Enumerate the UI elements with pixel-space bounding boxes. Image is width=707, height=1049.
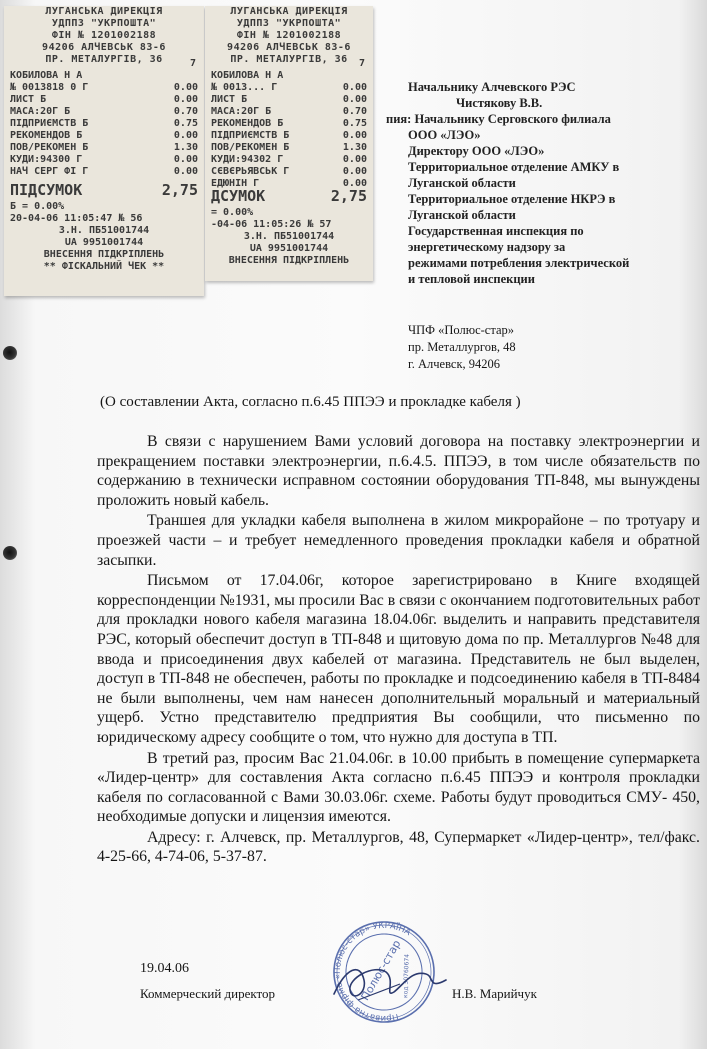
receipt-serial: З.Н. ПБ51001744 — [58, 225, 150, 236]
addressee-line: Территориальное отделение АМКУ в — [408, 160, 620, 174]
sender-line: пр. Металлургов, 48 — [408, 340, 516, 354]
receipt-item: КОБИЛОВА Н А — [211, 70, 284, 81]
handwritten-signature-icon — [330, 950, 450, 1010]
receipt-fiscal: ** ФІСКАЛЬНИЙ ЧЕК ** — [43, 261, 165, 272]
receipt-item: ПІДПРИЄМСТВ Б 0.75 — [10, 118, 198, 129]
receipt-footer — [211, 184, 367, 267]
receipt-items — [10, 70, 198, 178]
signer-name: Н.В. Марийчук — [452, 986, 537, 1001]
receipt-item: № 0013818 0 Г 0.00 — [10, 82, 198, 93]
receipt-tax: Б = 0.00% — [10, 201, 65, 212]
receipt-item: МАСА:20Г Б 0.70 — [211, 106, 367, 117]
addressee-line: пия: Начальнику Серговского филиала — [386, 112, 611, 126]
receipt-item: ЛИСТ Б 0.00 — [10, 94, 198, 105]
receipt-total: ПІДСУМОК 2,75 — [10, 181, 198, 199]
receipt-item: ЕДЮНІН Г 0.00 — [211, 178, 367, 189]
receipt-item: КУДИ:94302 Г 0.00 — [211, 154, 367, 165]
body-paragraph: Письмом от 17.04.06г, которое зарегистрировано в Книге входящей корреспонденции №1931, мы просили Вас в связи с окончанием подготовительных работ для прокладки нового кабеля магазина 18.04.06г. выделить и направить представителя РЭС, который обеспечит доступ в ТП-848 и щитовую дома по пр. Металлургов №48 для ввода и присоединения двух кабелей от магазина. Представитель не был выделен, доступ в ТП-848 не обеспечен, работы по прокладке и подсоединению кабеля в ТП-8484 не были выполнены, чем нам нанесен дополнительный моральный и материальный ущерб. Устно представителю предприятия Вы сообщили, что письменно по юридическому адресу сообщите о том, что нужно для доступа в ТП. — [97, 572, 700, 746]
sender-line: ЧПФ «Полюс-стар» — [408, 323, 515, 337]
receipt-datetime: 20-04-06 11:05:47 № 56 — [10, 213, 143, 224]
addressee-line: и тепловой инспекции — [408, 272, 535, 286]
receipt-ua: UA 9951001744 — [64, 237, 144, 248]
receipt-item: ЛИСТ Б 0.00 — [211, 94, 367, 105]
receipt-item: ПОВ/РЕКОМЕН Б 1.30 — [10, 142, 198, 153]
receipt-item: ПОВ/РЕКОМЕН Б 1.30 — [211, 142, 367, 153]
postal-receipt-right — [205, 6, 373, 281]
body-paragraph: В связи с нарушением Вами условий договора на поставку электроэнергии и прекращением поставки электроэнергии, п.6.4.5. ППЭЭ, в том числе обязательств по содержанию в технически исправном состоянии оборудования ТП-848, мы вынуждены проложить новый кабель. — [97, 433, 700, 509]
addressee-line: Чистякову В.В. — [456, 96, 543, 110]
addressee-block — [386, 79, 700, 287]
postal-receipt-left — [4, 6, 204, 296]
addressee-line: ООО «ЛЭО» — [408, 128, 481, 142]
signer-position: Коммерческий директор — [140, 986, 276, 1001]
receipt-serial: З.Н. ПБ51001744 — [243, 231, 335, 242]
addressee-line: Начальнику Алчевского РЭС — [408, 80, 576, 94]
body-paragraph: Траншея для укладки кабеля выполнена в жилом микрорайоне – по тротуару и проезжей части – и требует немедленного проведения прокладки кабеля и обратной засыпки. — [97, 512, 700, 569]
punch-hole — [3, 546, 17, 560]
receipt-tax: = 0.00% — [211, 207, 254, 218]
addressee-line: Луганской области — [408, 176, 516, 190]
receipt-header: ЛУГАНСЬКА ДИРЕКЦІЯ УДППЗ "УКРПОШТА" ФІН № 1201002188 94206 АЛЧЕВСЬК 83-6 ПР. МЕТАЛУРГІВ, 36 — [227, 6, 351, 65]
receipt-item: СЄВЄРЬЯВСЬК Г 0.00 — [211, 166, 367, 177]
receipt-confirm: ВНЕСЕННЯ ПІДКРІПЛЕНЬ — [43, 249, 165, 260]
receipt-footer — [10, 178, 198, 273]
receipt-total: ДСУМОК 2,75 — [211, 187, 367, 205]
receipt-header: ЛУГАНСЬКА ДИРЕКЦІЯ УДППЗ "УКРПОШТА" ФІН № 1201002188 94206 АЛЧЕВСЬК 83-6 ПР. МЕТАЛУРГІВ, 36 — [42, 6, 166, 65]
receipt-confirm: ВНЕСЕННЯ ПІДКРІПЛЕНЬ — [228, 255, 350, 266]
receipt-column-number: 7 — [189, 58, 196, 69]
receipt-item: № 0013... Г 0.00 — [211, 82, 367, 93]
receipt-ua: UA 9951001744 — [249, 243, 329, 254]
receipt-datetime: -04-06 11:05:26 № 57 — [211, 219, 332, 230]
receipt-item: ПІДПРИЄМСТВ Б 0.00 — [211, 130, 367, 141]
addressee-line: Директору ООО «ЛЭО» — [408, 144, 545, 158]
stamp-code-text: код 30760674 — [402, 953, 411, 999]
addressee-line: Луганской области — [408, 208, 516, 222]
sender-line: г. Алчевск, 94206 — [408, 357, 501, 371]
addressee-line: режимами потребления электрической — [408, 256, 630, 270]
receipt-item: РЕКОМЕНДОВ Б 0.75 — [211, 118, 367, 129]
stamp-center-text: Полюс-стар — [358, 937, 404, 1003]
addressee-line: Территориальное отделение НКРЭ в — [408, 192, 616, 206]
receipt-items — [211, 70, 367, 190]
addressee-line: Государственная инспекция по — [408, 224, 584, 238]
receipt-column-number: 7 — [358, 58, 365, 69]
receipt-item: КОБИЛОВА Н А — [10, 70, 83, 81]
receipt-item: КУДИ:94300 Г 0.00 — [10, 154, 198, 165]
punch-hole — [3, 346, 17, 360]
addressee-line: энергетическому надзору за — [408, 240, 566, 254]
letter-date: 19.04.06 — [140, 961, 189, 976]
stamp-ring-text: Приватна фірма «Полюс-стар» УКРАЇНА — [332, 920, 413, 1024]
letter-body — [97, 432, 700, 868]
body-paragraph: Адресу: г. Алчевск, пр. Металлургов, 48, Супермаркет «Лидер-центр», тел/факс. 4-25-66, 4-74-06, 5-37-87. — [97, 828, 700, 866]
letter-subject: (О составлении Акта, согласно п.6.45 ППЭЭ и прокладке кабеля ) — [100, 394, 521, 410]
sender-block — [408, 322, 516, 373]
receipt-item: МАСА:20Г Б 0.70 — [10, 106, 198, 117]
receipt-item: НАЧ СЕРГ ФІ Г 0.00 — [10, 166, 198, 177]
body-paragraph: В третий раз, просим Вас 21.04.06г. в 10.00 прибыть в помещение супермаркета «Лидер-центр» для составления Акта согласно п.6.45 ППЭЭ и контроля прокладки кабеля по согласованной с Вами 30.03.06г. схеме. Работы будут проводиться СМУ- 450, необходимые допуски и лицензия имеются. — [97, 749, 700, 826]
receipt-item: РЕКОМЕНДОВ Б 0.00 — [10, 130, 198, 141]
